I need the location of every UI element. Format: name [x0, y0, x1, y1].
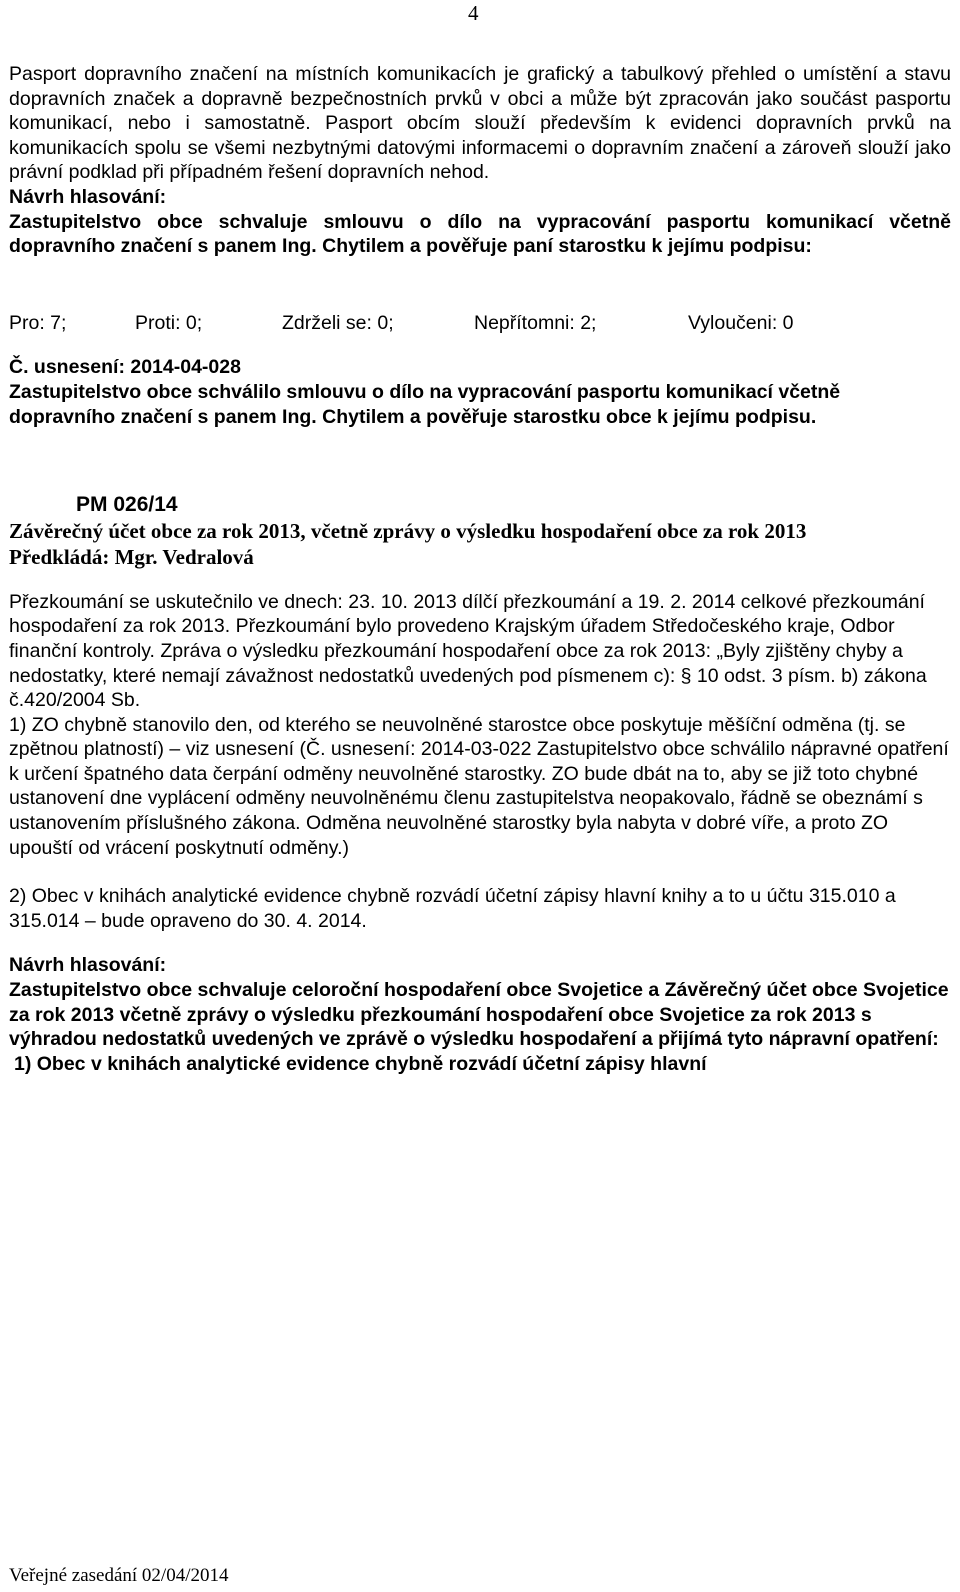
vote-zdrzeli: Zdrželi se: 0;	[282, 311, 394, 334]
vote-vylouceni: Vyloučeni: 0	[688, 311, 794, 334]
pm-subject: Závěrečný účet obce za rok 2013, včetně zprávy o výsledku hospodaření obce za rok 2013	[9, 518, 807, 543]
vote-results	[9, 311, 951, 336]
proposal-2-item-1: 1) Obec v knihách analytické evidence chybně rozvádí účetní zápisy hlavní	[14, 1052, 707, 1075]
proposal-heading: Návrh hlasování:	[9, 185, 167, 208]
pm-presenter: Předkládá: Mgr. Vedralová	[9, 544, 254, 569]
intro-paragraph: Pasport dopravního značení na místních komunikacích je grafický a tabulkový přehled o umístění a stavu dopravních značek a dopravně bezpečnostních prvků v obci a může být zpracován jako součást pasportu komunikací, nebo i samostatně. Pasport obcím slouží především k evidenci dopravních prvků na komunikacích spolu se všemi nezbytnými datovými informacemi o dopravním značení a zároveň slouží jako právní podklad při případném řešení dopravních nehod.	[9, 63, 951, 184]
review-item-1: 1) ZO chybně stanovilo den, od kterého se neuvolněné starostce obce poskytuje měšíční odměna (tj. se zpětnou platností) – viz usnesení (Č. usnesení: 2014-03-022 Zastupitelstvo obce schválilo nápravné opatření k určení špatného data čerpání odměny neuvolněné starostky. ZO bude dbát na to, aby se již toto chybné ustanovení dne vyplácení odměny neuvolněnému členu zastupitelstva neopakovalo, řádně se obeznámí s ustanovením příslušného zákona. Odměna neuvolněné starostky byla nabyta v dobré víře, a proto ZO upouští od vrácení poskytnutí odměny.)	[9, 713, 949, 859]
vote-pro: Pro: 7;	[9, 311, 67, 334]
review-item-2: 2) Obec v knihách analytické evidence chybně rozvádí účetní zápisy hlavní knihy a to u účtu 315.010 a 315.014 – bude opraveno do 30. 4. 2014.	[9, 885, 896, 932]
page-number: 4	[468, 1, 479, 25]
resolution-text: Zastupitelstvo obce schválilo smlouvu o dílo na vypracování pasportu komunikací včetně dopravního značení s panem Ing. Chytilem a pověřuje starostku obce k jejímu podpisu.	[9, 380, 841, 428]
review-paragraph: Přezkoumání se uskutečnilo ve dnech: 23. 10. 2013 dílčí přezkoumání a 19. 2. 2014 celkové přezkoumání hospodaření za rok 2013. Přezkoumání bylo provedeno Krajským úřadem Středočeského kraje, Odbor finanční kontroly. Zpráva o výsledku přezkoumání hospodaření obce za rok 2013: „Byly zjištěny chyby a nedostatky, které nemají závažnost nedostatků uvedených pod písmenem c): § 10 odst. 3 písm. b) zákona č.420/2004 Sb.	[9, 590, 927, 712]
document-body	[9, 62, 951, 1076]
vote-proti: Proti: 0;	[135, 311, 203, 334]
proposal-2-heading: Návrh hlasování:	[9, 954, 167, 977]
pm-title: PM 026/14	[76, 493, 178, 517]
page-footer: Veřejné zasedání 02/04/2014	[9, 1565, 229, 1586]
proposal-text: Zastupitelstvo obce schvaluje smlouvu o dílo na vypracování pasportu komunikací včetně dopravního značení s panem Ing. Chytilem a pověřuje paní starostku k jejímu podpisu:	[9, 210, 951, 258]
vote-nepritomni: Nepřítomni: 2;	[474, 311, 597, 334]
resolution-number: Č. usnesení: 2014-04-028	[9, 356, 241, 379]
proposal-2-text: Zastupitelstvo obce schvaluje celoroční hospodaření obce Svojetice a Závěrečný účet obce Svojetice za rok 2013 včetně zprávy o výsledku přezkoumání hospodaření obce Svojetice za rok 2013 s výhradou nedostatků uvedených ve zprávě o výsledku hospodaření a přijímá tyto nápravní opatření:	[9, 979, 949, 1051]
